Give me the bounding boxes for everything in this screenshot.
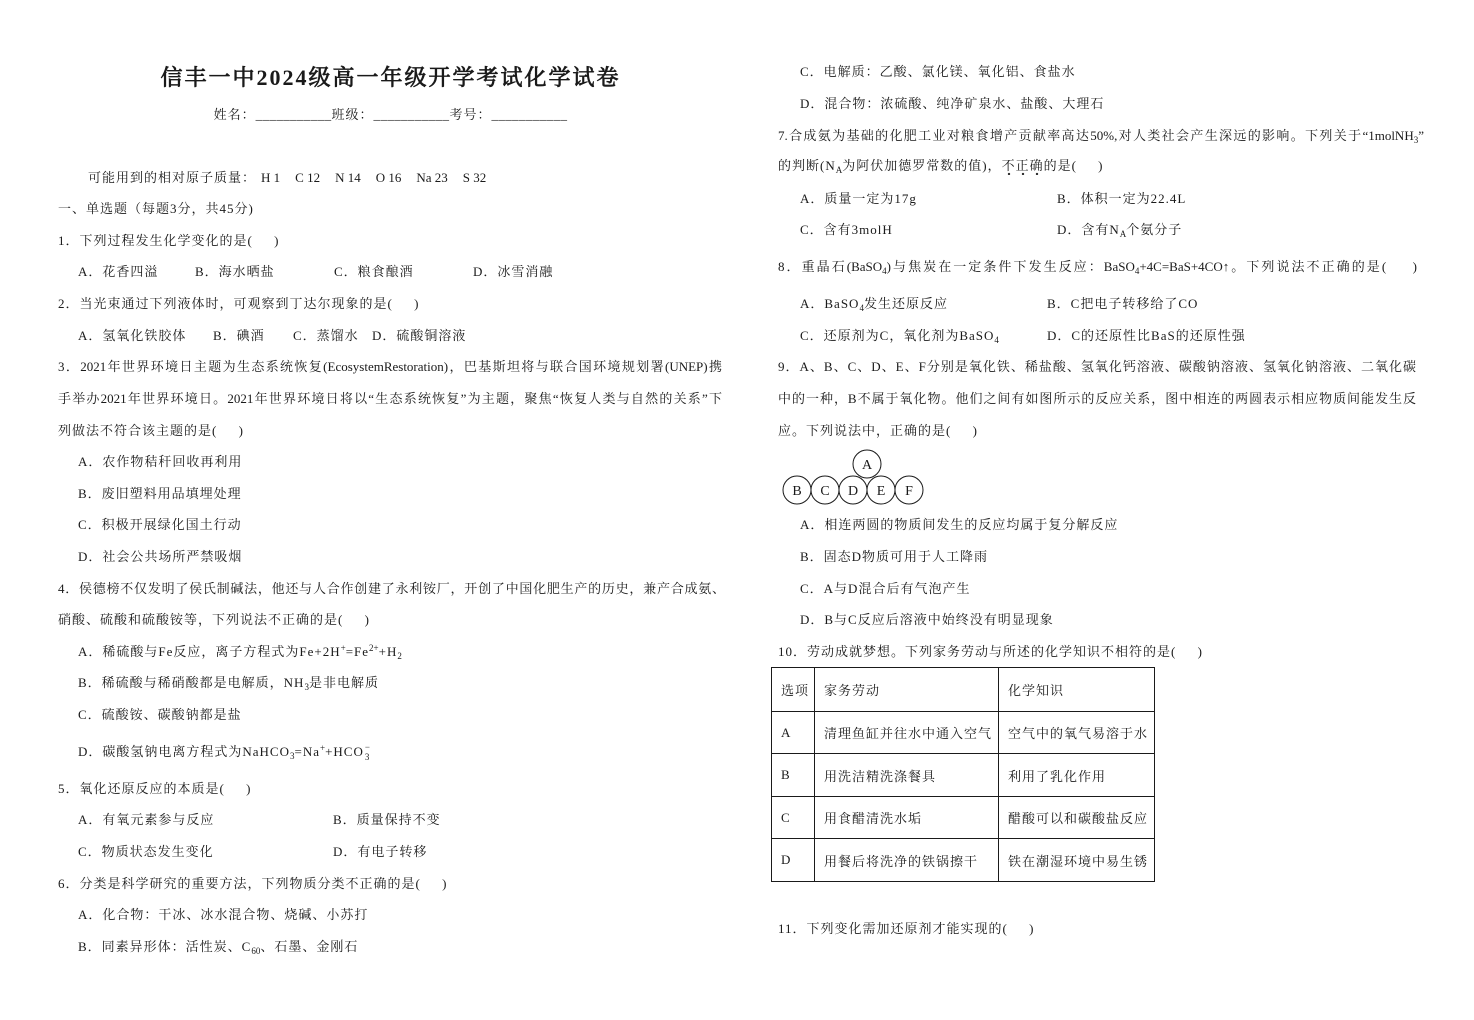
name-label: 姓名： <box>213 107 256 122</box>
question-3-option-d: D．社会公共场所严禁吸烟 <box>78 549 243 564</box>
table-cell: 利用了乳化作用 <box>999 754 1155 797</box>
table-cell: 空气中的氧气易溶于水 <box>999 712 1155 754</box>
question-4-stem-line-1: 4．侯德榜不仅发明了侯氏制碱法，他还与人合作创建了永利铵厂，开创了中国化肥生产的历史，兼产合成氨、 <box>58 581 725 596</box>
exam-number-label: 考号： <box>449 107 492 122</box>
question-6-option-d: D．混合物：浓硫酸、纯净矿泉水、盐酸、大理石 <box>800 96 1105 111</box>
atomic-mass-na: Na 23 <box>416 170 448 185</box>
class-label: 班级： <box>331 107 374 122</box>
section-title: 一、单选题（每题3分，共45分) <box>58 201 254 216</box>
emphasized-text: 不正确 <box>1001 158 1044 173</box>
table-cell: 铁在潮湿环境中易生锈 <box>999 839 1155 882</box>
table-row <box>772 754 1155 797</box>
question-9-option-d: D．B与C反应后溶液中始终没有明显现象 <box>800 612 1054 627</box>
option-text: A．稀硫酸与Fe反应，离子方程式为Fe+2H <box>78 644 341 659</box>
question-6-option-c: C．电解质：乙酸、氯化镁、氧化铝、食盐水 <box>800 64 1076 79</box>
atomic-mass-c: C 12 <box>295 170 321 185</box>
superscript: + <box>340 643 346 653</box>
table-header: 家务劳动 <box>815 668 999 712</box>
superscript: 2+ <box>369 643 379 653</box>
question-9-stem-line-1: 9．A、B、C、D、E、F分别是氧化铁、稀盐酸、氢氧化钙溶液、碳酸钠溶液、氢氧化钠溶液、二氧化碳 <box>778 359 1416 374</box>
option-text: C．还原剂为C，氧化剂为BaSO <box>800 328 995 343</box>
question-4-option-a <box>78 643 402 662</box>
subscript: 3 <box>364 752 370 762</box>
option-text: A．BaSO <box>800 296 860 311</box>
question-7-stem-line-1 <box>778 127 1424 145</box>
stem-text: 为阿伏加德罗常数的值)， <box>842 158 1002 173</box>
question-4-option-c: C．硫酸铵、碳酸钠都是盐 <box>78 707 242 722</box>
question-3-option-b: B．废旧塑料用品填埋处理 <box>78 486 242 501</box>
option-text: =Fe <box>345 644 370 659</box>
question-5-option-a: A．有氧元素参与反应 <box>78 812 215 827</box>
question-2-stem: 2．当光束通过下列液体时，可观察到丁达尔现象的是( ) <box>58 296 420 311</box>
question-3-option-c: C．积极开展绿化国土行动 <box>78 517 242 532</box>
subscript: 4 <box>859 303 864 313</box>
atomic-mass-n: N 14 <box>335 170 361 185</box>
option-text: 是非电解质 <box>308 675 379 690</box>
subscript: A <box>835 165 843 175</box>
subscript: 3 <box>1413 135 1419 145</box>
circle-d <box>839 476 867 504</box>
table-cell: A <box>772 712 815 754</box>
table-cell: 用食醋清洗水垢 <box>815 797 999 839</box>
table-header-row <box>772 668 1155 712</box>
table-cell: D <box>772 839 815 882</box>
question-2-option-d: D．硫酸铜溶液 <box>372 328 467 343</box>
subscript: A <box>1119 229 1127 239</box>
circle-b <box>783 476 811 504</box>
question-6-stem: 6．分类是科学研究的重要方法，下列物质分类不正确的是( ) <box>58 876 448 891</box>
question-1-option-a: A．花香四溢 <box>78 264 159 279</box>
question-8-stem <box>778 258 1417 276</box>
atomic-mass-o: O 16 <box>375 170 402 185</box>
name-blank: ___________ <box>255 107 332 122</box>
circle-label-e: E <box>876 484 886 499</box>
question-8-option-b: B．C把电子转移给了CO <box>1047 296 1199 311</box>
option-text: +HCO <box>325 744 364 759</box>
question-3-stem-line-1: 3．2021年世界环境日主题为生态系统恢复(EcosystemRestoration)，巴基斯坦将与联合国环境规划署(UNEP)携 <box>58 359 722 374</box>
question-9-option-a: A．相连两圆的物质间发生的反应均属于复分解反应 <box>800 517 1119 532</box>
subscript: 4 <box>994 335 999 345</box>
table-cell: C <box>772 797 815 839</box>
question-5-stem: 5．氧化还原反应的本质是( ) <box>58 781 252 796</box>
stem-text: 的是( ) <box>1043 158 1104 173</box>
table-row <box>772 712 1155 754</box>
question-5-option-d: D．有电子转移 <box>333 844 428 859</box>
question-6-option-a: A．化合物：干冰、冰水混合物、烧碱、小苏打 <box>78 907 369 922</box>
class-blank: ___________ <box>373 107 450 122</box>
question-7-option-b: B．体积一定为22.4L <box>1057 191 1187 206</box>
table-row <box>772 797 1155 839</box>
subscript: 3 <box>304 682 309 692</box>
question-8-option-c <box>800 327 999 346</box>
circle-a <box>853 450 881 478</box>
option-text: B．稀硫酸与稀硝酸都是电解质，NH <box>78 675 305 690</box>
stem-text: +4C=BaS+4CO↑。下列说法不正确的是( ) <box>1139 259 1417 274</box>
option-text: 、石墨、金刚石 <box>260 939 359 954</box>
atomic-mass-h: H 1 <box>261 170 281 185</box>
subscript: 4 <box>882 266 887 276</box>
question-2-option-a: A．氢氧化铁胶体 <box>78 328 187 343</box>
subscript: 3 <box>290 751 295 761</box>
circle-label-b: B <box>792 484 802 499</box>
superscript: + <box>320 743 326 753</box>
stem-text: 的判断(N <box>778 158 836 173</box>
circle-label-c: C <box>820 484 830 499</box>
subscript: 4 <box>1134 266 1140 276</box>
option-text: D．碳酸氢钠电离方程式为NaHCO <box>78 744 290 759</box>
exam-title: 信丰一中2024级高一年级开学考试化学试卷 <box>160 65 621 90</box>
circle-e <box>867 476 895 504</box>
stem-text: )与焦炭在一定条件下发生反应：BaSO <box>886 259 1135 274</box>
question-3-stem-line-2: 手举办2021年世界环境日。2021年世界环境日将以“生态系统恢复”为主题，聚焦“恢复人类与自然的关系”下 <box>58 391 722 406</box>
table-cell: 清理鱼缸并往水中通入空气 <box>815 712 999 754</box>
question-7-stem-line-2 <box>778 157 1104 176</box>
option-text: =Na <box>294 744 320 759</box>
question-9-option-b: B．固态D物质可用于人工降雨 <box>800 549 989 564</box>
question-1-option-d: D．冰雪消融 <box>473 264 554 279</box>
table-header: 化学知识 <box>999 668 1155 712</box>
stacked-charge <box>364 743 371 761</box>
question-7-option-d <box>1057 221 1182 240</box>
reaction-circle-diagram <box>778 448 928 506</box>
question-4-stem-line-2: 硝酸、硫酸和硫酸铵等，下列说法不正确的是( ) <box>58 612 370 627</box>
table-header: 选项 <box>772 668 815 712</box>
housework-chemistry-table <box>771 667 1155 882</box>
question-3-stem-line-3: 列做法不符合该主题的是( ) <box>58 423 244 438</box>
question-11-stem: 11．下列变化需加还原剂才能实现的( ) <box>778 921 1035 936</box>
option-text: 发生还原反应 <box>863 296 948 311</box>
question-8-option-d: D．C的还原性比BaS的还原性强 <box>1047 328 1246 343</box>
question-9-option-c: C．A与D混合后有气泡产生 <box>800 581 971 596</box>
subscript: 60 <box>251 946 261 956</box>
question-6-option-b <box>78 938 358 957</box>
circle-label-f: F <box>905 484 913 499</box>
circle-label-a: A <box>861 458 873 473</box>
question-8-option-a <box>800 295 948 314</box>
exam-number-blank: ___________ <box>491 107 568 122</box>
question-4-option-d <box>78 743 371 762</box>
stem-text: 7.合成氨为基础的化肥工业对粮食增产贡献率高达50%,对人类社会产生深远的影响。下列关于“1molNH <box>778 128 1414 143</box>
question-2-option-b: B．碘酒 <box>213 328 265 343</box>
table-cell: 用餐后将洗净的铁锅擦干 <box>815 839 999 882</box>
circle-c <box>811 476 839 504</box>
question-5-option-c: C．物质状态发生变化 <box>78 844 214 859</box>
question-1-option-c: C．粮食酿酒 <box>334 264 414 279</box>
question-3-option-a: A．农作物秸秆回收再利用 <box>78 454 243 469</box>
question-10-stem: 10．劳动成就梦想。下列家务劳动与所述的化学知识不相符的是( ) <box>778 644 1203 659</box>
table-cell: B <box>772 754 815 797</box>
question-7-option-a: A．质量一定为17g <box>800 191 917 206</box>
question-1-option-b: B．海水晒盐 <box>195 264 275 279</box>
atomic-mass-reference <box>88 169 501 187</box>
atomic-mass-s: S 32 <box>462 170 487 185</box>
option-text: 个氨分子 <box>1126 222 1183 237</box>
option-text: B．同素异形体：活性炭、C <box>78 939 252 954</box>
question-5-option-b: B．质量保持不变 <box>333 812 441 827</box>
table-cell: 醋酸可以和碳酸盐反应 <box>999 797 1155 839</box>
atomic-mass-label: 可能用到的相对原子质量： <box>88 170 257 185</box>
option-text: D．含有N <box>1057 222 1120 237</box>
question-1-stem: 1．下列过程发生化学变化的是( ) <box>58 233 280 248</box>
student-info <box>58 106 723 124</box>
table-row <box>772 839 1155 882</box>
circle-f <box>895 476 923 504</box>
table-cell: 用洗洁精洗涤餐具 <box>815 754 999 797</box>
question-9-stem-line-3: 应。下列说法中，正确的是( ) <box>778 423 978 438</box>
circle-label-d: D <box>847 484 859 499</box>
stem-text: ” <box>1418 128 1424 143</box>
superscript: − <box>364 742 370 752</box>
question-7-option-c: C．含有3molH <box>800 222 893 237</box>
question-9-stem-line-2: 中的一种，B不属于氧化物。他们之间有如图所示的反应关系，图中相连的两圆表示相应物质间能发生反 <box>778 391 1416 406</box>
subscript: 2 <box>397 651 402 661</box>
stem-text: 8．重晶石(BaSO <box>778 259 883 274</box>
question-2-option-c: C．蒸馏水 <box>293 328 359 343</box>
question-4-option-b <box>78 674 379 693</box>
option-text: +H <box>378 644 398 659</box>
